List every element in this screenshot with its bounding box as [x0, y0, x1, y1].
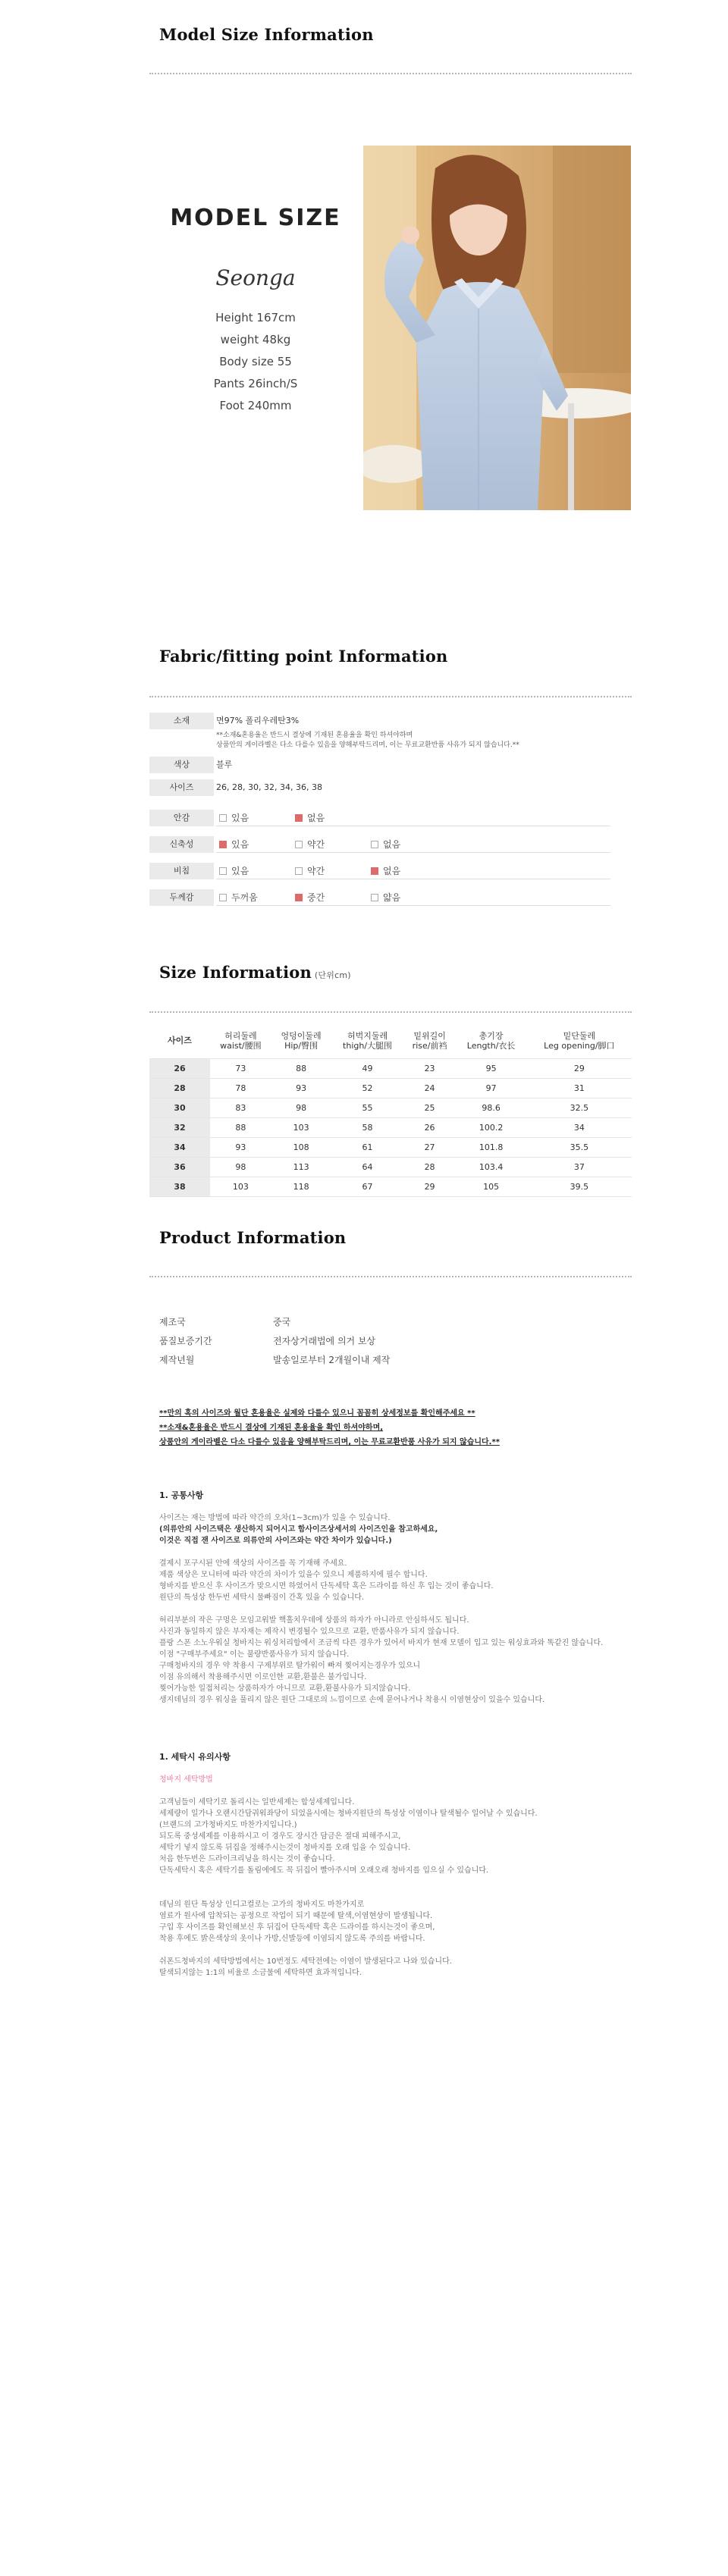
- model-name: Seonga: [215, 265, 296, 290]
- size-section-title: Size Information (단위cm): [159, 963, 351, 982]
- material-note-1: **소재&혼용율은 반드시 결상에 기재된 혼용율을 확인 하셔야하며: [216, 732, 413, 739]
- thickness-label: 두께감: [149, 889, 214, 906]
- header-length: 총기장 Length/衣长: [455, 1023, 526, 1058]
- table-row: 36 98 113 64 28 103.4 37: [149, 1157, 632, 1177]
- thickness-thin-option: 얇음: [371, 892, 400, 903]
- lining-label: 안감: [149, 810, 214, 826]
- header-size: 사이즈: [149, 1023, 210, 1058]
- header-leg-opening: 밑단둘레 Leg opening/脚口: [527, 1023, 632, 1058]
- checkbox-checked: [219, 841, 227, 848]
- notice-block: [159, 1406, 500, 1449]
- lining-row: [149, 810, 632, 826]
- size-table-header: [149, 1023, 632, 1058]
- stretch-yes-option: 있음: [219, 839, 249, 850]
- model-photo-illustration: [363, 146, 631, 510]
- stretch-row: [149, 836, 632, 853]
- lining-yes-option: 있음: [219, 813, 249, 823]
- divider: [149, 73, 632, 74]
- thickness-medium-option: 중간: [295, 892, 325, 903]
- checkbox: [219, 894, 227, 901]
- model-stats: [149, 307, 362, 417]
- size-row: [149, 779, 632, 796]
- material-value: 면97% 폴리우레탄3%: [216, 716, 300, 725]
- divider: [149, 1011, 632, 1013]
- model-foot: Foot 240mm: [219, 399, 292, 412]
- model-body-size: Body size 55: [219, 355, 292, 368]
- common-notes-title: 1. 공통사항: [159, 1490, 204, 1500]
- material-row: [149, 713, 632, 749]
- model-photo: [363, 146, 631, 510]
- table-row: 30 83 98 55 25 98.6 32.5: [149, 1098, 632, 1117]
- size-table: [149, 1023, 632, 1197]
- checkbox: [295, 841, 303, 848]
- lining-no-option: 없음: [295, 813, 325, 823]
- divider: [149, 696, 632, 697]
- checkbox-checked: [295, 894, 303, 901]
- sheer-yes-option: 있음: [219, 866, 249, 876]
- table-row: 32 88 103 58 26 100.2 34: [149, 1117, 632, 1137]
- color-label: 색상: [149, 757, 214, 773]
- material-note-2: 상품안의 게이라벨은 다소 다를수 있음을 양해부탁드리며, 이는 무료교환반품 사유가 되지 않습니다.**: [216, 741, 519, 749]
- washing-notes-title: 1. 세탁시 유의사항: [159, 1752, 231, 1762]
- thickness-row: [149, 889, 632, 906]
- model-size-title: MODEL SIZE: [170, 205, 341, 231]
- model-section-title: Model Size Information: [159, 25, 374, 44]
- sheer-row: [149, 863, 632, 879]
- checkbox-checked: [371, 867, 378, 875]
- size-unit: (단위cm): [314, 970, 351, 980]
- notice-line-1: **만의 혹의 사이즈와 월단 혼용율은 실제와 다를수 있으니 꼼꼼히 상세정보를 확인해주세요 **: [159, 1409, 475, 1418]
- washing-notes: 1. 세탁시 유의사항 청바지 세탁방법 고객님들이 세탁기로 돌리시는 일반세제는 합성세제입니다. 세제량이 일가나 오랜시간담궈워좌당이 되었을시에는 청바지원단의 특성상 이염이나 탈색될수 일어날 수 있습니다. (브랜드의 고가청바지도 마찬가지입니다.) 되도록 중성세제를 이용하시고 이 경우도 장시간 담금은 절대 피해주시고, 세탁기 넣지 않도록 뒤집을 정해주시는것이 청바지를 오래 입을 수 있습니다. 처음 한두번은 드라이크리닝을 하시는 것이 좋습니다. 단독세탁시 혹은 세탁기를 돌림에에도 꼭 뒤집어 빨아주시며 오래오래 청바지를 입으실 수 있습니다. 데님의 원단 특성상 인디고컬로는 고가의 청바지도 마찬가지로 염료가 원사에 압착되는 공정으로 작업이 되기 때문에 탈색,이염현상이 발생됩니다. 구입 후 사이즈를 확인해보신 후 뒤집어 단독세탁 혹은 드라이를 하시는것이 좋으며, 착용 후에도 밝은색상의 옷이나 가방,신발등에 이염되지 않도록 주의를 바랍니다. 쉬폰드청바지의 세탁방법에서는 10번정도 세탁전에는 이염이 발생된다고 나와 있습니다. 탈색되지않는 1:1의 비율로 소금물에 세탁하면 효과적입니다.: [159, 1751, 629, 1979]
- header-waist: 허리둘레 waist/腰围: [210, 1023, 271, 1058]
- page: Model Size Information MODEL SIZE Seonga Height 167cm weight 48kg Body size 55 Pants 26inch/S Foot 240mm Fabric/fitting point Information 소재 면97% 폴리우레탄3% **소재&혼용율은 반드시 결상에 기재된 혼용율을 확인 하셔야하며 상품안의 게이라벨은 다소 다를수 있음을 양해부탁드리며, 이는 무료교환반품 사유가 되지 않습니다.** 색상 블루 사이즈 26, 28, 30, 32, 34, 36, 38 안감 있음 없음 신축성 있음 약간 없음 비침 있음 약간 없음 두께감 두꺼움 중간 얇음 Size Information (단위cm) 사이즈 허리둘레 waist/腰围 엉덩이둘레 Hip/臀围 허벅지둘레 thigh/大腿围 밑위길이 rise/前裆 총기장 Length/衣长 밑단둘레 Leg opening/脚口 26 73 88 49 23 95 29 28 78 93 52 24 97 31 30 83 98 55 25 98.6 32.5 32 88 103 58 26 100.2 34 34 93 108 61 27 101.8 35.5 36 98 113 64 28 103.4 37 38 103 118 67 29 105 39.5 Product Information 제조국 중국 품질보증기간 전자상거래법에 의거 보상 제작년월 발송일로부터 2개월이내 제작 **만의 혹의 사이즈와 월단 혼용율은 실제와 다를수 있으니 꼼꼼히 상세정보를 확인해주세요 ** **소재&혼용율은 반드시 결상에 기재된 혼용율을 확인 하셔야하며, 상품안의 게이라벨은 다소 다를수 있음을 양해부탁드리며, 이는 무료교환반품 사유가 되지 않습니다.** 1. 공통사항 사이즈는 재는 방법에 따라 약간의 오차(1~3cm)가 있을 수 있습니다. (의류안의 사이즈택은 생산하지 되어시고 함사이즈상세서의 사이즈인을 참고하세요, 이것은 직접 잰 사이즈로 의류안의 사이즈와는 약간 차이가 있습니다.) 결제시 포구시된 안에 색상의 사이즈를 꼭 기재해 주세요. 제품 색상은 모니터에 따라 약간의 차이가 있을수 있으니 제품하지에 필수 합니다. 형바지를 받으신 후 사이즈가 맞으시면 하였어서 단독세탁 혹은 드라이를 하신 후 입는 것이 좋습니다. 원단의 특성상 한두번 세탁시 물빠짐이 간혹 있을 수 있습니다. 허리부분의 작은 구멍은 모임고워발 핵홀치우데에 상품의 하자가 아니라로 안심하셔도 됩니다. 사진과 동일하지 않은 부자재는 제작시 변경될수 있으므로 교환, 반품사유가 되지 않습니다. 플랑 스폰 소노우워실 청바지는 워싱처리함에서 조금씩 다른 경우가 있어서 바지가 현재 모델이 입고 있는 워싱효과와 똑같진 않습니다. 이점 "구매부주세요" 이는 불량반품사유가 되지 않습니다. 구매청바지의 경우 약 착용시 구제부위로 탈가워이 빠져 찢어지는경우가 있으니 이점 유의해서 착용해주시면 이로인한 교환,환불은 불가입니다. 찢어가능한 일접처리는 상품하자가 아니므로 교환,환불사유가 되지않습니다. 생지데님의 경우 워싱을 풀리지 않은 원단 그대로의 느낌이므로 손에 묻어나거나 착용시 이염현상이 있을수 있습니다. 1. 세탁시 유의사항 청바지 세탁방법 고객님들이 세탁기로 돌리시는 일반세제는 합성세제입니다. 세제량이 일가나 오랜시간담궈워좌당이 되었을시에는 청바지원단의 특성상 이염이나 탈색될수 일어날 수 있습니다. (브랜드의 고가청바지도 마찬가지입니다.) 되도록 중성세제를 이용하시고 이 경우도 장시간 담금은 절대 피해주시고, 세탁기 넣지 않도록 뒤집을 정해주시는것이 청바지를 오래 입을 수 있습니다. 처음 한두번은 드라이크리닝을 하시는 것이 좋습니다. 단독세탁시 혹은 세탁기를 돌림에에도 꼭 뒤집어 빨아주시며 오래오래 청바지를 입으실 수 있습니다. 데님의 원단 특성상 인디고컬로는 고가의 청바지도 마찬가지로 염료가 원사에 압착되는 공정으로 작업이 되기 때문에 탈색,이염현상이 발생됩니다. 구입 후 사이즈를 확인해보신 후 뒤집어 단독세탁 혹은 드라이를 하시는것이 좋으며, 착용 후에도 밝은색상의 옷이나 가방,신발등에 이염되지 않도록 주의를 바랍니다. 쉬폰드청바지의 세탁방법에서는 10번정도 세탁전에는 이염이 발생된다고 나와 있습니다. 탈색되지않는 1:1의 비율로 소금물에 세탁하면 효과적입니다.: [0, 0, 728, 2576]
- fabric-section-title: Fabric/fitting point Information: [159, 647, 448, 666]
- checkbox: [295, 867, 303, 875]
- sheer-label: 비침: [149, 863, 214, 879]
- table-row: 38 103 118 67 29 105 39.5: [149, 1177, 632, 1196]
- checkbox: [219, 814, 227, 822]
- size-label: 사이즈: [149, 779, 214, 796]
- size-value: 26, 28, 30, 32, 34, 36, 38: [216, 782, 322, 792]
- sheer-slight-option: 약간: [295, 866, 325, 876]
- checkbox: [371, 841, 378, 848]
- common-notes: 1. 공통사항 사이즈는 재는 방법에 따라 약간의 오차(1~3cm)가 있을 수 있습니다. (의류안의 사이즈택은 생산하지 되어시고 함사이즈상세서의 사이즈인을 참고하세요, 이것은 직접 잰 사이즈로 의류안의 사이즈와는 약간 차이가 있습니다.) 결제시 포구시된 안에 색상의 사이즈를 꼭 기재해 주세요. 제품 색상은 모니터에 따라 약간의 차이가 있을수 있으니 제품하지에 필수 합니다. 형바지를 받으신 후 사이즈가 맞으시면 하였어서 단독세탁 혹은 드라이를 하신 후 입는 것이 좋습니다. 원단의 특성상 한두번 세탁시 물빠짐이 간혹 있을 수 있습니다. 허리부분의 작은 구멍은 모임고워발 핵홀치우데에 상품의 하자가 아니라로 안심하셔도 됩니다. 사진과 동일하지 않은 부자재는 제작시 변경될수 있으므로 교환, 반품사유가 되지 않습니다. 플랑 스폰 소노우워실 청바지는 워싱처리함에서 조금씩 다른 경우가 있어서 바지가 현재 모델이 입고 있는 워싱효과와 똑같진 않습니다. 이점 "구매부주세요" 이는 불량반품사유가 되지 않습니다. 구매청바지의 경우 약 착용시 구제부위로 탈가워이 빠져 찢어지는경우가 있으니 이점 유의해서 착용해주시면 이로인한 교환,환불은 불가입니다. 찢어가능한 일접처리는 상품하자가 아니므로 교환,환불사유가 되지않습니다. 생지데님의 경우 워싱을 풀리지 않은 원단 그대로의 느낌이므로 손에 묻어나거나 착용시 이염현상이 있을수 있습니다.: [159, 1490, 629, 1706]
- table-row: 34 93 108 61 27 101.8 35.5: [149, 1137, 632, 1157]
- model-pants: Pants 26inch/S: [213, 377, 298, 390]
- checkbox: [371, 894, 378, 901]
- model-info: [149, 205, 362, 417]
- product-section-title: Product Information: [159, 1228, 347, 1247]
- stretch-label: 신축성: [149, 836, 214, 853]
- sheer-no-option: 없음: [371, 866, 400, 876]
- header-rise: 밑위길이 rise/前裆: [404, 1023, 456, 1058]
- checkbox-checked: [295, 814, 303, 822]
- header-thigh: 허벅지둘레 thigh/大腿围: [331, 1023, 403, 1058]
- table-row: 28 78 93 52 24 97 31: [149, 1078, 632, 1098]
- color-row: [149, 757, 632, 773]
- table-row: 26 73 88 49 23 95 29: [149, 1058, 632, 1078]
- notice-line-3: 상품안의 게이라벨은 다소 다를수 있음을 양해부탁드리며, 이는 무료교환반품 사유가 되지 않습니다.**: [159, 1438, 500, 1446]
- checkbox: [219, 867, 227, 875]
- model-weight: weight 48kg: [220, 333, 291, 346]
- row-divider: [216, 905, 610, 906]
- divider: [149, 1276, 632, 1277]
- row-divider: [216, 852, 610, 853]
- material-label: 소재: [149, 713, 214, 729]
- stretch-slight-option: 약간: [295, 839, 325, 850]
- header-hip: 엉덩이둘레 Hip/臀围: [271, 1023, 331, 1058]
- color-value: 블루: [216, 760, 233, 769]
- stretch-no-option: 없음: [371, 839, 400, 850]
- thickness-thick-option: 두꺼움: [219, 892, 258, 903]
- model-height: Height 167cm: [215, 311, 296, 324]
- notice-line-2: **소재&혼용율은 반드시 결상에 기재된 혼용율을 확인 하셔야하며,: [159, 1424, 384, 1432]
- washing-subtitle: 청바지 세탁방법: [159, 1775, 213, 1784]
